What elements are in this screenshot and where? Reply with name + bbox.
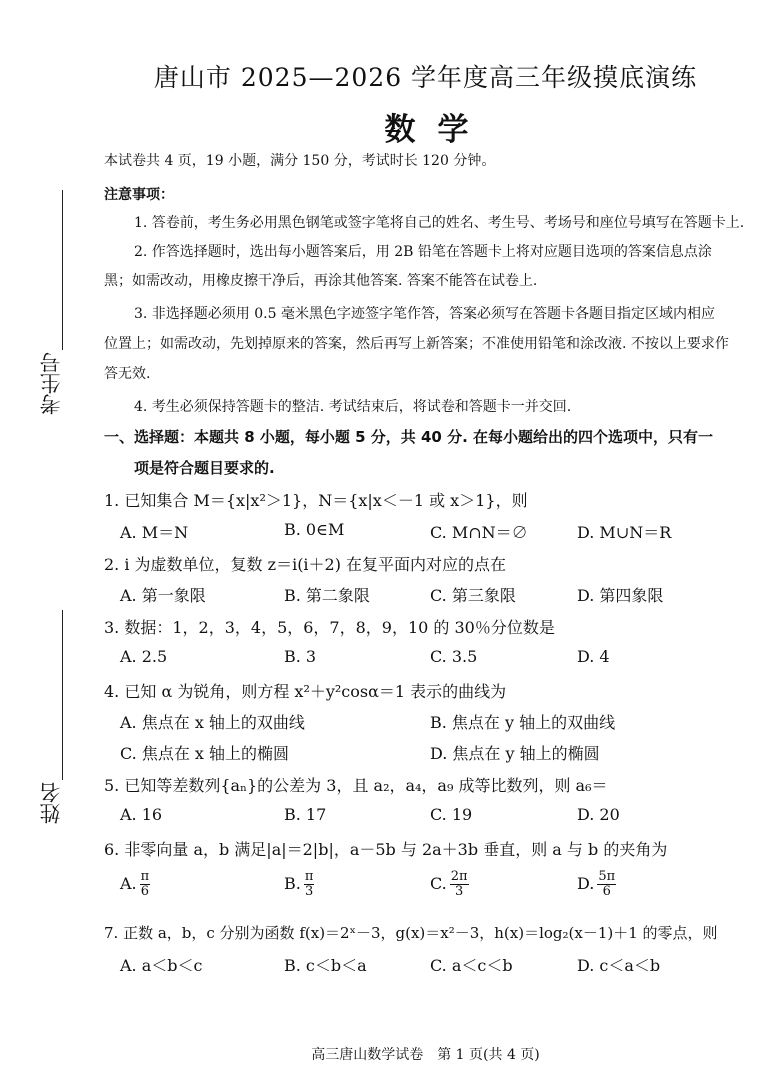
question-3-option-c: C. 3.5 (430, 647, 478, 666)
question-5-stem: 5. 已知等差数列{aₙ}的公差为 3，且 a₂，a₄，a₉ 成等比数列，则 a₆＝ (104, 776, 608, 795)
option-label: C. (430, 874, 447, 893)
option-label: B. (284, 874, 301, 893)
student-id-label: 考生号 (39, 352, 63, 415)
fraction-denominator: 6 (602, 884, 611, 899)
question-3-option-a: A. 2.5 (120, 647, 168, 666)
question-3-stem: 3. 数据：1，2，3，4，5，6，7，8，9，10 的 30％分位数是 (104, 618, 555, 637)
question-4-option-d: D. 焦点在 y 轴上的椭圆 (430, 744, 600, 763)
page-footer: 高三唐山数学试卷 第 1 页(共 4 页) (311, 1047, 540, 1063)
section-heading-cont: 项是符合题目要求的. (134, 459, 275, 477)
question-1-option-d: D. M∪N＝R (577, 523, 672, 542)
question-2-option-a: A. 第一象限 (120, 586, 206, 605)
student-id-line (62, 190, 63, 350)
notice-item-3: 3. 非选择题必须用 0.5 毫米黑色字迹签字笔作答，答案必须写在答题卡各题目指定区域内相应 (134, 306, 715, 322)
fraction (450, 870, 469, 899)
option-label: A. (120, 874, 137, 893)
fraction (140, 870, 151, 899)
notice-item-3-cont: 位置上；如需改动，先划掉原来的答案，然后再写上新答案；不准使用铅笔和涂改液. 不按以上要求作 (104, 336, 729, 352)
notice-item-2-cont: 黑；如需改动，用橡皮擦干净后，再涂其他答案. 答案不能答在试卷上. (104, 273, 538, 289)
question-1-option-a: A. M＝N (120, 523, 189, 542)
question-2-stem: 2. i 为虚数单位，复数 z＝i(i＋2) 在复平面内对应的点在 (104, 555, 507, 574)
question-6-stem: 6. 非零向量 a，b 满足|a|＝2|b|，a－5b 与 2a＋3b 垂直，则 a 与 b 的夹角为 (104, 840, 668, 859)
question-5-option-b: B. 17 (284, 805, 327, 824)
question-2-option-b: B. 第二象限 (284, 586, 370, 605)
question-7-option-d: D. c＜a＜b (577, 956, 661, 975)
fraction-numerator: π (140, 869, 150, 884)
notice-item-2: 2. 作答选择题时，选出每小题答案后，用 2B 铅笔在答题卡上将对应题目选项的答案信息点涂 (134, 244, 712, 260)
fraction (304, 870, 315, 899)
fraction-numerator: 2π (450, 869, 468, 884)
question-6-option-c (430, 870, 469, 899)
question-5-option-d: D. 20 (577, 805, 620, 824)
question-4-stem: 4. 已知 α 为锐角，则方程 x²＋y²cosα＝1 表示的曲线为 (104, 682, 507, 701)
notice-item-3-end: 答无效. (104, 366, 151, 382)
question-3-option-b: B. 3 (284, 647, 317, 666)
option-label: D. (577, 874, 595, 893)
question-7-stem: 7. 正数 a，b，c 分别为函数 f(x)＝2ˣ－3，g(x)＝x²－3，h(x)＝log₂(x－1)＋1 的零点，则 (104, 924, 718, 942)
fraction-denominator: 3 (304, 884, 314, 899)
notice-item-1: 1. 答卷前，考生务必用黑色钢笔或签字笔将自己的姓名、考生号、考场号和座位号填写在答题卡上. (134, 215, 745, 231)
fraction-numerator: π (304, 869, 314, 884)
notice-heading: 注意事项： (104, 187, 174, 203)
fraction (597, 870, 616, 899)
question-2-option-c: C. 第三象限 (430, 586, 516, 605)
question-6-option-a (120, 870, 150, 899)
fraction-denominator: 3 (455, 884, 464, 899)
question-4-option-c: C. 焦点在 x 轴上的椭圆 (120, 744, 290, 763)
question-1-stem: 1. 已知集合 M＝{x|x²＞1}，N＝{x|x＜－1 或 x＞1}，则 (104, 491, 528, 510)
question-4-option-b: B. 焦点在 y 轴上的双曲线 (430, 713, 616, 732)
name-line (62, 610, 63, 780)
question-7-option-c: C. a＜c＜b (430, 956, 513, 975)
exam-intro: 本试卷共 4 页，19 小题，满分 150 分，考试时长 120 分钟。 (104, 153, 496, 169)
question-7-option-b: B. c＜b＜a (284, 956, 367, 975)
question-6-option-d (577, 870, 616, 899)
question-5-option-c: C. 19 (430, 805, 473, 824)
question-4-option-a: A. 焦点在 x 轴上的双曲线 (120, 713, 305, 732)
question-7-option-a: A. a＜b＜c (120, 956, 203, 975)
section-heading: 一、选择题：本题共 8 小题，每小题 5 分，共 40 分. 在每小题给出的四个选项中，只有一 (104, 428, 714, 446)
question-1-option-c: C. M∩N＝∅ (430, 523, 528, 542)
question-1-option-b: B. 0∈M (284, 520, 345, 539)
question-2-option-d: D. 第四象限 (577, 586, 664, 605)
notice-item-4: 4. 考生必须保持答题卡的整洁. 考试结束后，将试卷和答题卡一并交回. (134, 399, 572, 415)
fraction-denominator: 6 (140, 884, 150, 899)
subject-title: 数学 (384, 112, 491, 148)
name-label: 姓名 (39, 782, 63, 824)
exam-title: 唐山市 2025—2026 学年度高三年级摸底演练 (153, 63, 698, 92)
fraction-numerator: 5π (598, 869, 616, 884)
question-5-option-a: A. 16 (120, 805, 163, 824)
question-3-option-d: D. 4 (577, 647, 610, 666)
question-6-option-b (284, 870, 314, 899)
